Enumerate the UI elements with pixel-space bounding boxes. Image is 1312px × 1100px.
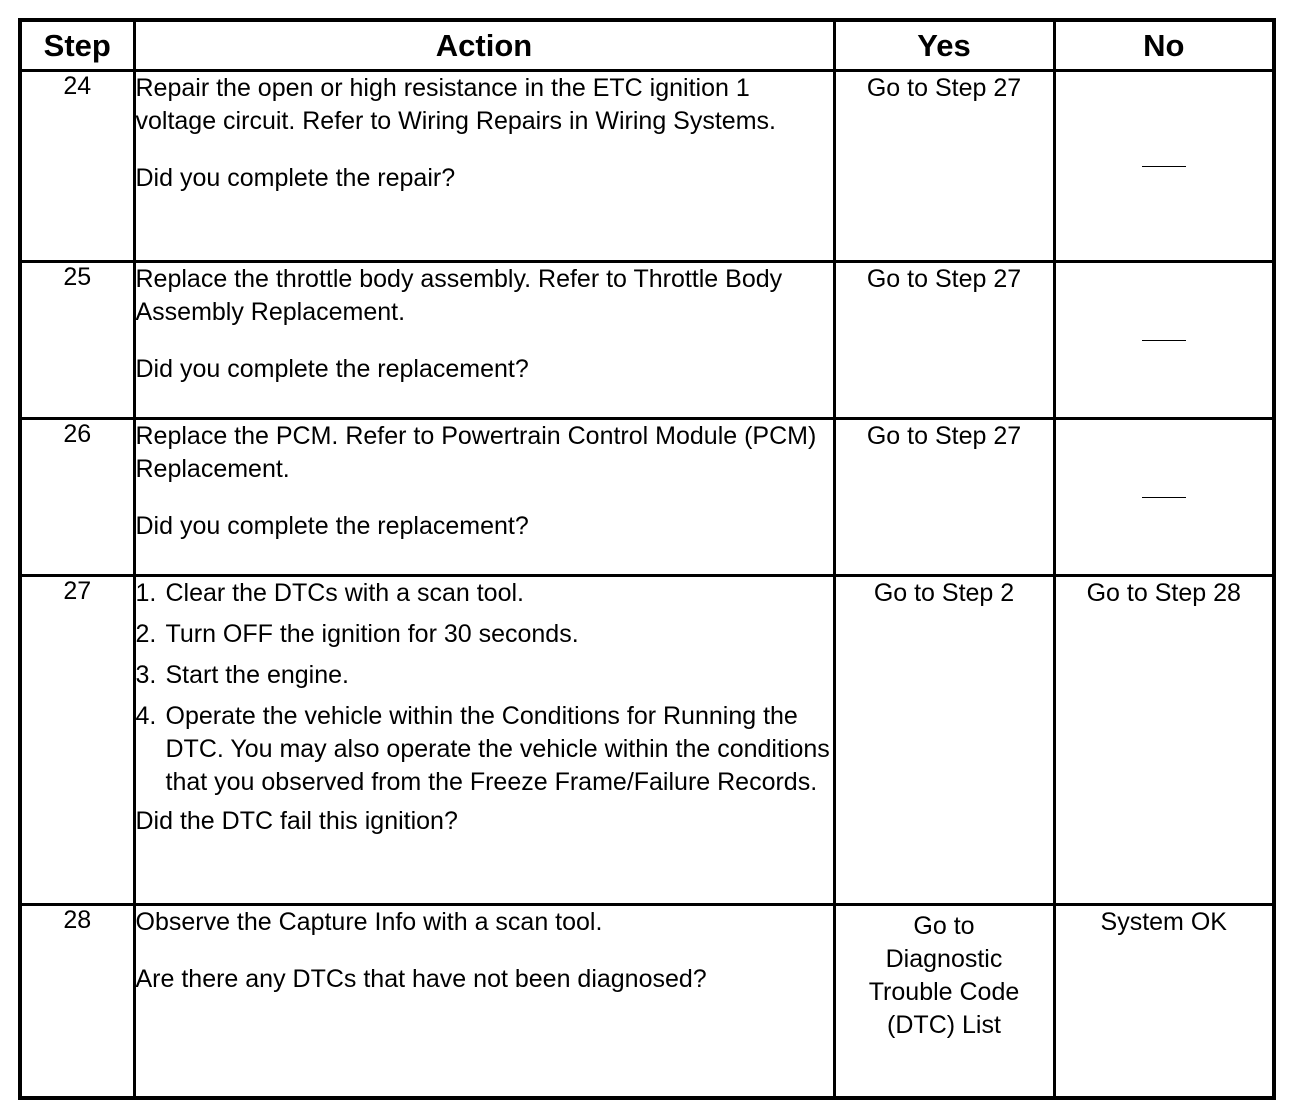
yes-cell: Go to Step 27 xyxy=(834,419,1054,576)
action-question: Did the DTC fail this ignition? xyxy=(135,807,458,835)
no-value-dash xyxy=(1142,497,1186,498)
header-yes: Yes xyxy=(834,20,1054,71)
table-row xyxy=(20,905,1274,1099)
action-cell xyxy=(134,576,834,905)
header-action: Action xyxy=(134,20,834,71)
header-row xyxy=(20,20,1274,71)
action-text: Replace the PCM. Refer to Powertrain Control Module (PCM) Replacement. xyxy=(135,422,817,483)
no-cell xyxy=(1054,262,1274,419)
yes-line: Go to xyxy=(913,912,975,940)
list-item-text: Operate the vehicle within the Conditions for Running the DTC. You may also operate the vehicle within the conditions that you observed from the Freeze Frame/Failure Records. xyxy=(165,702,830,796)
action-cell xyxy=(134,262,834,419)
no-value-dash xyxy=(1142,340,1186,341)
action-cell xyxy=(134,419,834,576)
action-question: Did you complete the repair? xyxy=(135,164,456,192)
action-text: Repair the open or high resistance in the ETC ignition 1 voltage circuit. Refer to Wiring Repairs in Wiring Systems. xyxy=(135,74,776,135)
list-item xyxy=(136,577,833,610)
yes-line: (DTC) List xyxy=(887,1011,1001,1039)
no-cell: Go to Step 28 xyxy=(1054,576,1274,905)
action-cell xyxy=(134,905,834,1099)
yes-cell xyxy=(834,905,1054,1099)
no-cell xyxy=(1054,419,1274,576)
header-no: No xyxy=(1054,20,1274,71)
yes-cell: Go to Step 27 xyxy=(834,262,1054,419)
yes-cell: Go to Step 27 xyxy=(834,71,1054,262)
no-cell xyxy=(1054,71,1274,262)
action-steps-list xyxy=(136,577,833,799)
header-step: Step xyxy=(20,20,134,71)
step-number: 24 xyxy=(20,71,134,262)
list-item-number: 4. xyxy=(135,702,157,730)
list-item xyxy=(136,700,833,799)
table-row xyxy=(20,71,1274,262)
action-question: Did you complete the replacement? xyxy=(135,355,529,383)
step-number: 27 xyxy=(20,576,134,905)
step-number: 26 xyxy=(20,419,134,576)
yes-cell: Go to Step 2 xyxy=(834,576,1054,905)
yes-line: Trouble Code xyxy=(868,978,1020,1006)
action-text: Observe the Capture Info with a scan tool. xyxy=(135,908,603,936)
action-text: Replace the throttle body assembly. Refer to Throttle Body Assembly Replacement. xyxy=(135,265,783,326)
diagnostic-table xyxy=(18,18,1276,1100)
list-item xyxy=(136,659,833,692)
yes-line: Diagnostic xyxy=(885,945,1003,973)
step-number: 25 xyxy=(20,262,134,419)
action-question: Are there any DTCs that have not been diagnosed? xyxy=(135,965,707,993)
no-value-dash xyxy=(1142,166,1186,167)
list-item-number: 3. xyxy=(135,661,157,689)
list-item xyxy=(136,618,833,651)
list-item-text: Clear the DTCs with a scan tool. xyxy=(165,579,524,607)
list-item-text: Turn OFF the ignition for 30 seconds. xyxy=(165,620,579,648)
list-item-number: 2. xyxy=(135,620,157,648)
no-cell: System OK xyxy=(1054,905,1274,1099)
action-question: Did you complete the replacement? xyxy=(135,512,529,540)
table-row xyxy=(20,576,1274,905)
table-row xyxy=(20,419,1274,576)
action-cell xyxy=(134,71,834,262)
list-item-text: Start the engine. xyxy=(165,661,349,689)
table-row xyxy=(20,262,1274,419)
step-number: 28 xyxy=(20,905,134,1099)
list-item-number: 1. xyxy=(135,579,157,607)
